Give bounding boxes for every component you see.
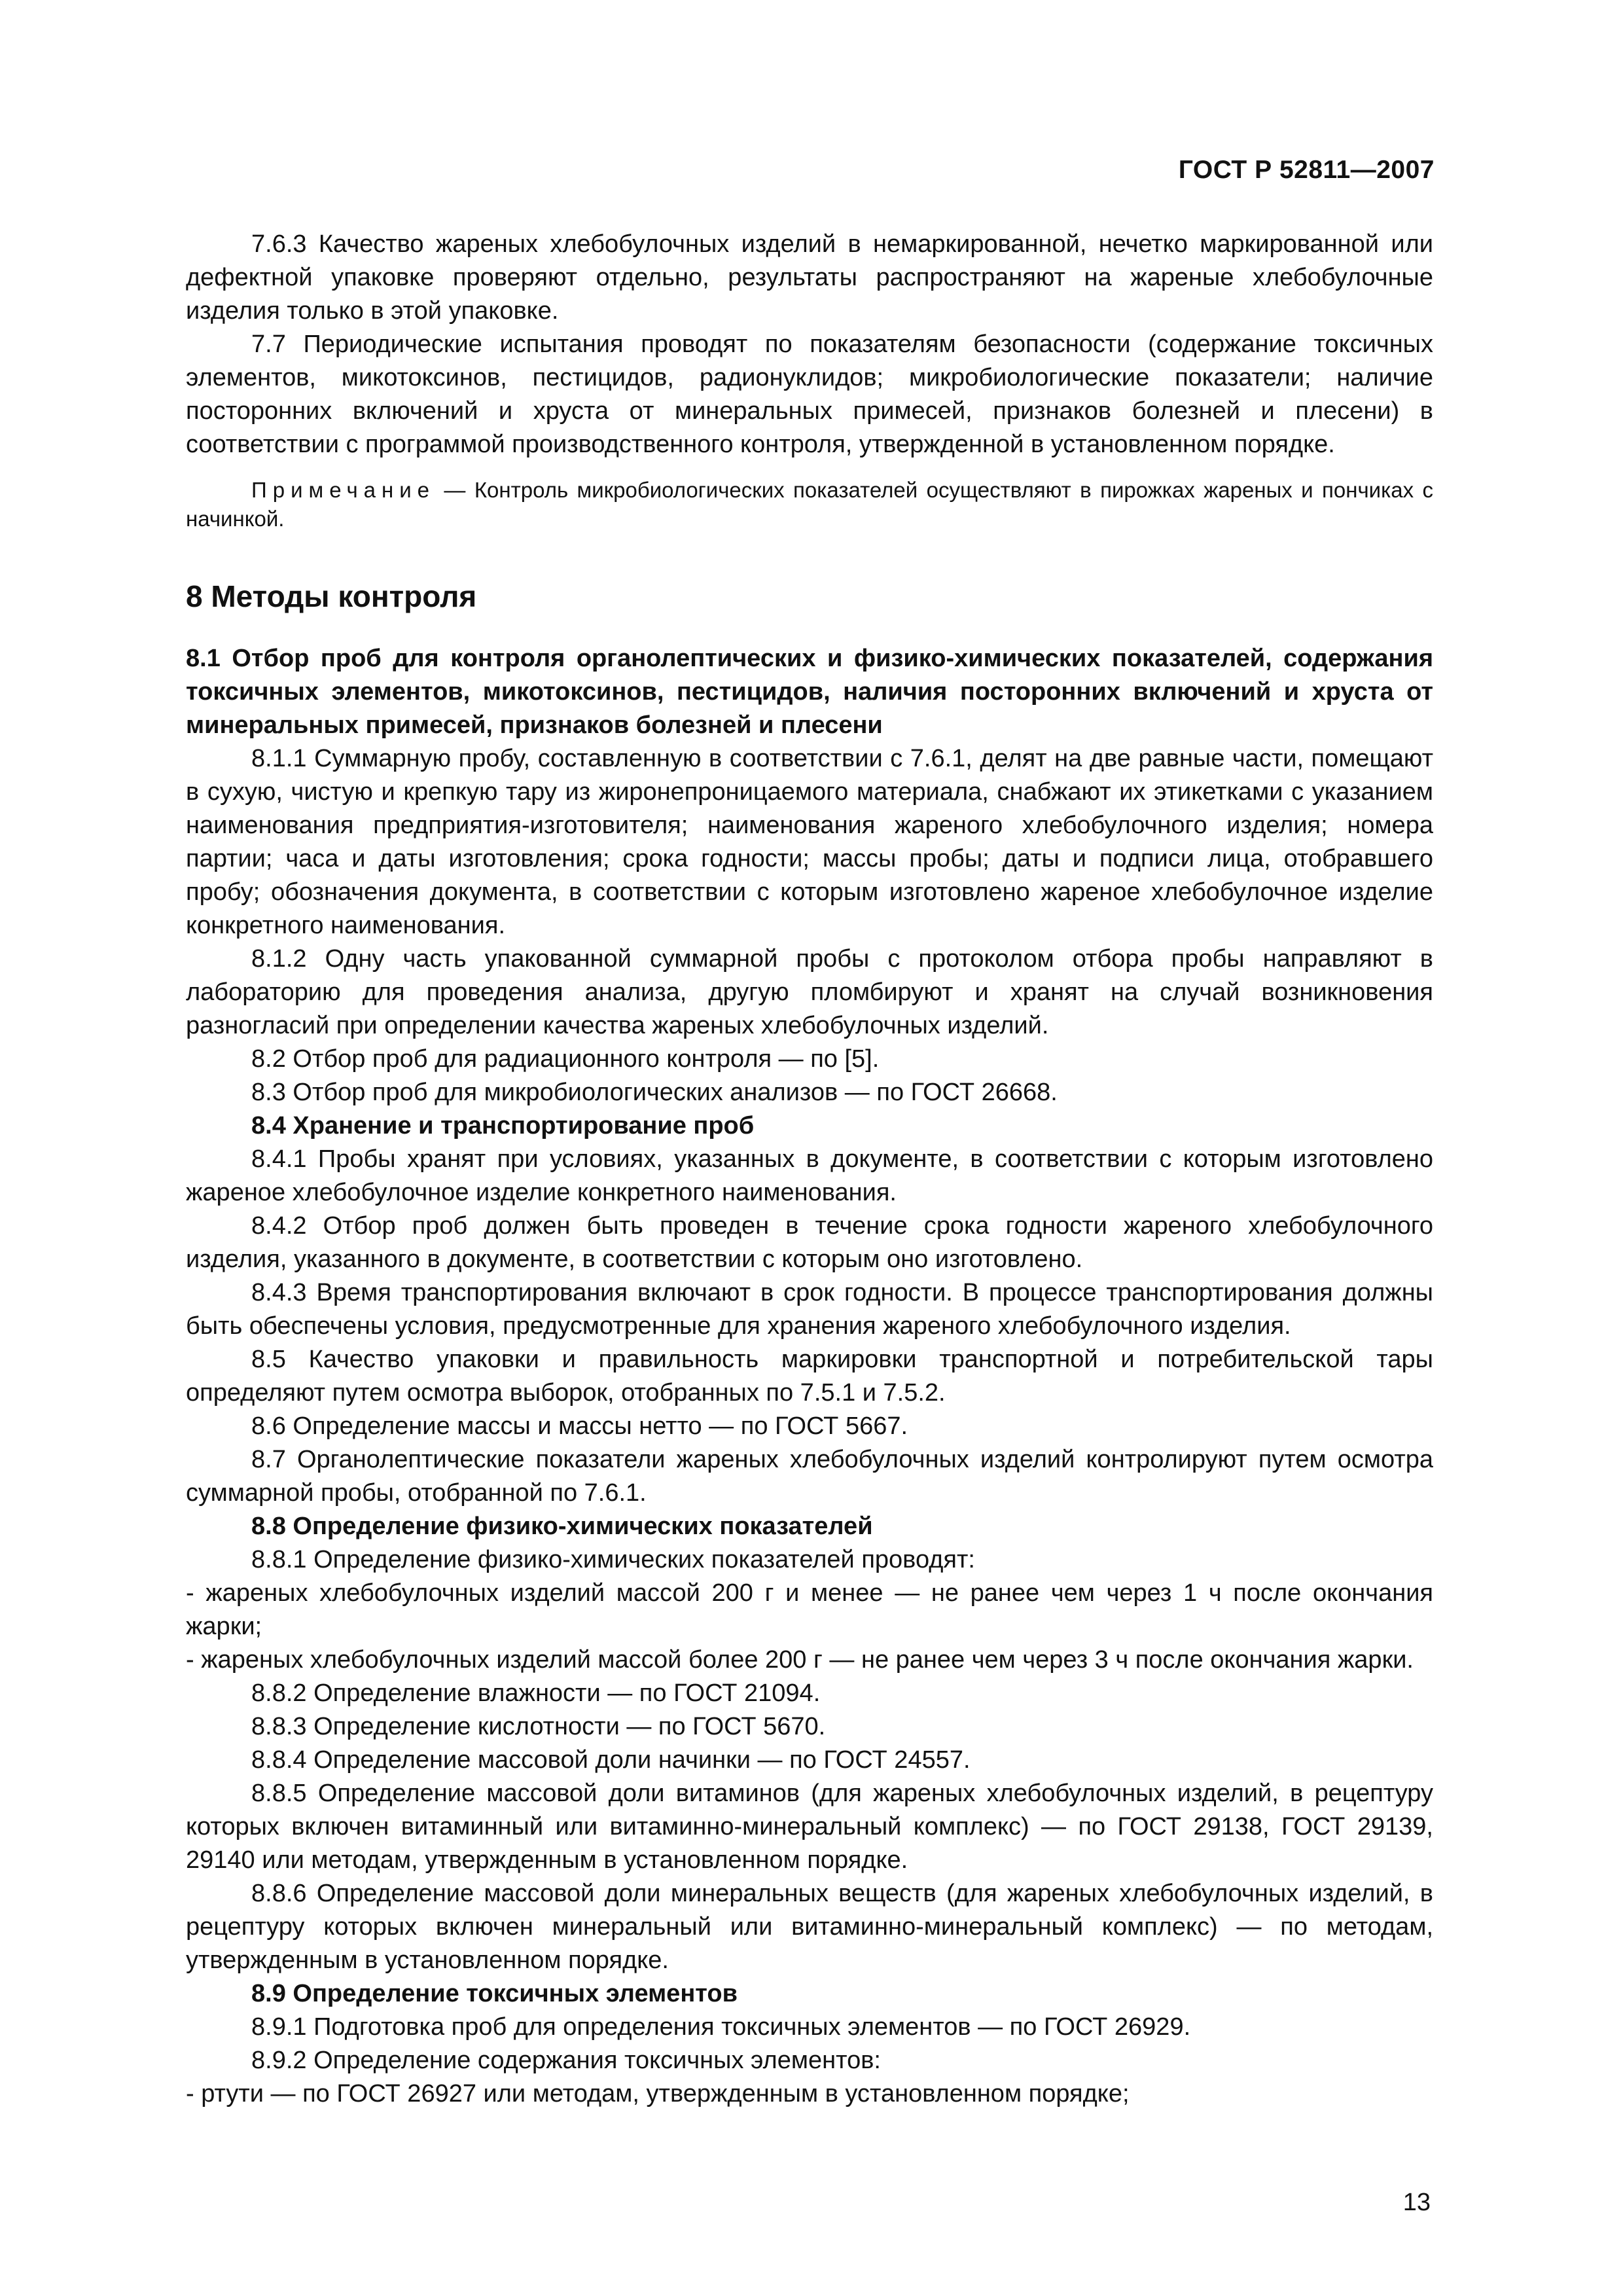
paragraph-8-8-6: 8.8.6 Определение массовой доли минеральных веществ (для жареных хлебобулочных изделий, в рецептуру которых включен минеральный или витаминно-минеральный комплекс) — по методам, утвержденным в установленном порядке.	[186, 1880, 1433, 1974]
page-number: 13	[1402, 2189, 1431, 2216]
paragraph-8-4-1: 8.4.1 Пробы хранят при условиях, указанных в документе, в соответствии с которым изготовлено жареное хлебобулочное изделие конкретного наименования.	[186, 1145, 1433, 1206]
note-text: — Контроль микробиологических показателей осуществляют в пирожках жареных и пончиках с начинкой.	[186, 478, 1433, 531]
paragraph-8-6: 8.6 Определение массы и массы нетто — по ГОСТ 5667.	[251, 1412, 908, 1440]
paragraph-8-9-2: 8.9.2 Определение содержания токсичных элементов:	[251, 2047, 881, 2074]
page-content	[186, 228, 1433, 2111]
paragraph-8-4-2: 8.4.2 Отбор проб должен быть проведен в течение срока годности жареного хлебобулочного изделия, указанного в документе, в соответствии с которым оно изготовлено.	[186, 1212, 1433, 1273]
paragraph-8-8-2: 8.8.2 Определение влажности — по ГОСТ 21094.	[251, 1679, 821, 1707]
heading-8-8: 8.8 Определение физико-химических показателей	[251, 1513, 873, 1540]
heading-8-4: 8.4 Хранение и транспортирование проб	[251, 1112, 755, 1139]
paragraph-8-9-1: 8.9.1 Подготовка проб для определения токсичных элементов — по ГОСТ 26929.	[251, 2013, 1191, 2041]
list-item-8-8-1-a: - жареных хлебобулочных изделий массой 200 г и менее — не ранее чем через 1 ч после окончания жарки;	[186, 1579, 1433, 1640]
paragraph-8-1-1: 8.1.1 Суммарную пробу, составленную в соответствии с 7.6.1, делят на две равные части, помещают в сухую, чистую и крепкую тару из жиронепроницаемого материала, снабжают их этикетками с указанием наименования предприятия-изготовителя; наименования жареного хлебобулочного изделия; номера партии; часа и даты изготовления; срока годности; массы пробы; даты и подписи лица, отобравшего пробу; обозначения документа, в соответствии с которым изготовлено жареное хлебобулочное изделие конкретного наименования.	[186, 745, 1433, 939]
paragraph-7-7: 7.7 Периодические испытания проводят по показателям безопасности (содержание токсичных элементов, микотоксинов, пестицидов, радионуклидов; микробиологические показатели; наличие посторонних включений и хруста от минеральных примесей, признаков болезней и плесени) в соответствии с программой производственного контроля, утвержденной в установленном порядке.	[186, 331, 1433, 458]
paragraph-8-2: 8.2 Отбор проб для радиационного контроля — по [5].	[251, 1045, 880, 1073]
note	[186, 476, 1433, 533]
document-code-header: ГОСТ Р 52811—2007	[1178, 156, 1435, 184]
paragraph-8-3: 8.3 Отбор проб для микробиологических анализов — по ГОСТ 26668.	[251, 1079, 1058, 1106]
paragraph-8-8-5: 8.8.5 Определение массовой доли витаминов (для жареных хлебобулочных изделий, в рецептуру которых включен витаминный или витаминно-минеральный комплекс) — по ГОСТ 29138, ГОСТ 29139, 29140 или методам, утвержденным в установленном порядке.	[186, 1780, 1433, 1874]
paragraph-8-8-3: 8.8.3 Определение кислотности — по ГОСТ 5670.	[251, 1713, 826, 1740]
heading-8-9: 8.9 Определение токсичных элементов	[251, 1980, 738, 2007]
paragraph-8-5: 8.5 Качество упаковки и правильность маркировки транспортной и потребительской тары определяют путем осмотра выборок, отобранных по 7.5.1 и 7.5.2.	[186, 1346, 1433, 1407]
list-item-8-9-2-a: - ртути — по ГОСТ 26927 или методам, утвержденным в установленном порядке;	[186, 2080, 1130, 2108]
section-title: 8 Методы контроля	[186, 579, 477, 613]
paragraph-8-4-3: 8.4.3 Время транспортирования включают в срок годности. В процессе транспортирования должны быть обеспечены условия, предусмотренные для хранения жареного хлебобулочного изделия.	[186, 1279, 1433, 1340]
paragraph-8-8-1: 8.8.1 Определение физико-химических показателей проводят:	[251, 1546, 975, 1573]
subsection-8-1-heading: 8.1 Отбор проб для контроля органолептических и физико-химических показателей, содержания токсичных элементов, микотоксинов, пестицидов, наличия посторонних включений и хруста от минеральных примесей, признаков болезней и плесени	[186, 645, 1433, 739]
list-item-8-8-1-b: - жареных хлебобулочных изделий массой более 200 г — не ранее чем через 3 ч после окончания жарки.	[186, 1646, 1414, 1674]
paragraph-7-6-3: 7.6.3 Качество жареных хлебобулочных изделий в немаркированной, нечетко маркированной или дефектной упаковке проверяют отдельно, результаты распространяют на жареные хлебобулочные изделия только в этой упаковке.	[186, 230, 1433, 325]
note-label: Примечание	[251, 478, 436, 502]
paragraph-8-8-4: 8.8.4 Определение массовой доли начинки — по ГОСТ 24557.	[251, 1746, 971, 1774]
paragraph-8-7: 8.7 Органолептические показатели жареных хлебобулочных изделий контролируют путем осмотра суммарной пробы, отобранной по 7.6.1.	[186, 1446, 1433, 1507]
paragraph-8-1-2: 8.1.2 Одну часть упакованной суммарной пробы с протоколом отбора пробы направляют в лабораторию для проведения анализа, другую пломбируют и хранят на случай возникновения разногласий при определении качества жареных хлебобулочных изделий.	[186, 945, 1433, 1039]
